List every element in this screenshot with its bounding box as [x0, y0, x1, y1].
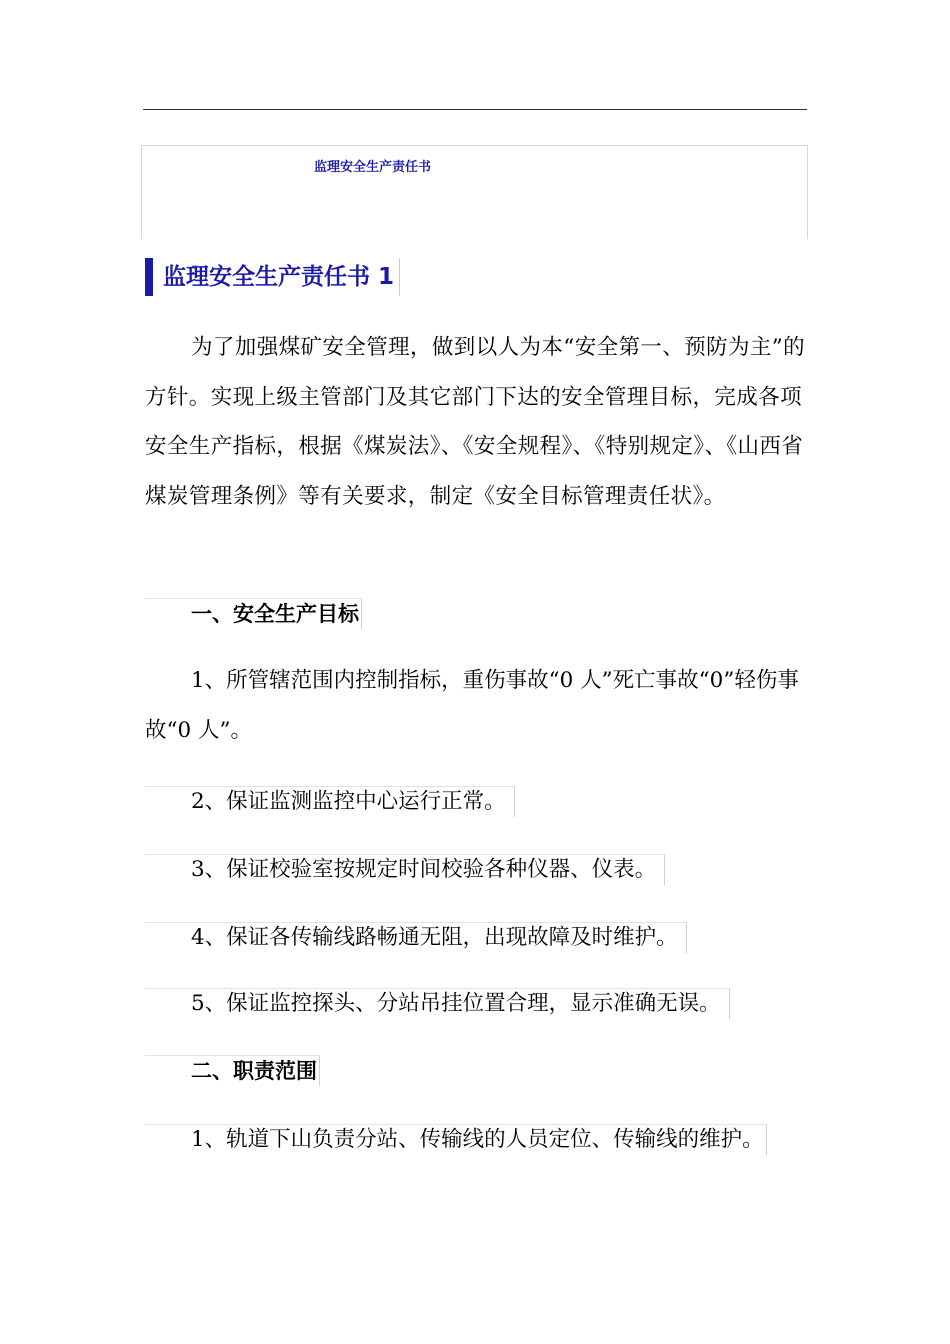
- list-item-goal-2: 2、保证监测监控中心运行正常。: [145, 786, 515, 817]
- section-title-responsibilities: 二、职责范围: [145, 1055, 320, 1086]
- document-heading: 监理安全生产责任书 1: [145, 258, 400, 296]
- page-header: [141, 145, 808, 239]
- list-item-duty-1: 1、轨道下山负责分站、传输线的人员定位、传输线的维护。: [145, 1124, 767, 1155]
- intro-paragraph: 为了加强煤矿安全管理，做到以人为本“安全第一、预防为主”的方针。实现上级主管部门及其它部门下达的安全管理目标，完成各项安全生产指标，根据《煤炭法》、《安全规程》、《特别规定》、《山西省煤炭管理条例》等有关要求，制定《安全目标管理责任状》。: [145, 335, 806, 509]
- header-title: 监理安全生产责任书: [314, 160, 432, 175]
- list-item-goal-1: 1、所管辖范围内控制指标，重伤事故“0 人”死亡事故“0”轻伤事故“0 人”。: [145, 668, 799, 743]
- section-title-safety-goals: 一、安全生产目标: [145, 598, 362, 629]
- list-item-goal-5: 5、保证监控探头、分站吊挂位置合理，显示准确无误。: [145, 988, 730, 1019]
- header-rule: [143, 109, 807, 110]
- list-item-goal-3: 3、保证校验室按规定时间校验各种仪器、仪表。: [145, 854, 665, 885]
- list-item-goal-4: 4、保证各传输线路畅通无阻，出现故障及时维护。: [145, 922, 687, 953]
